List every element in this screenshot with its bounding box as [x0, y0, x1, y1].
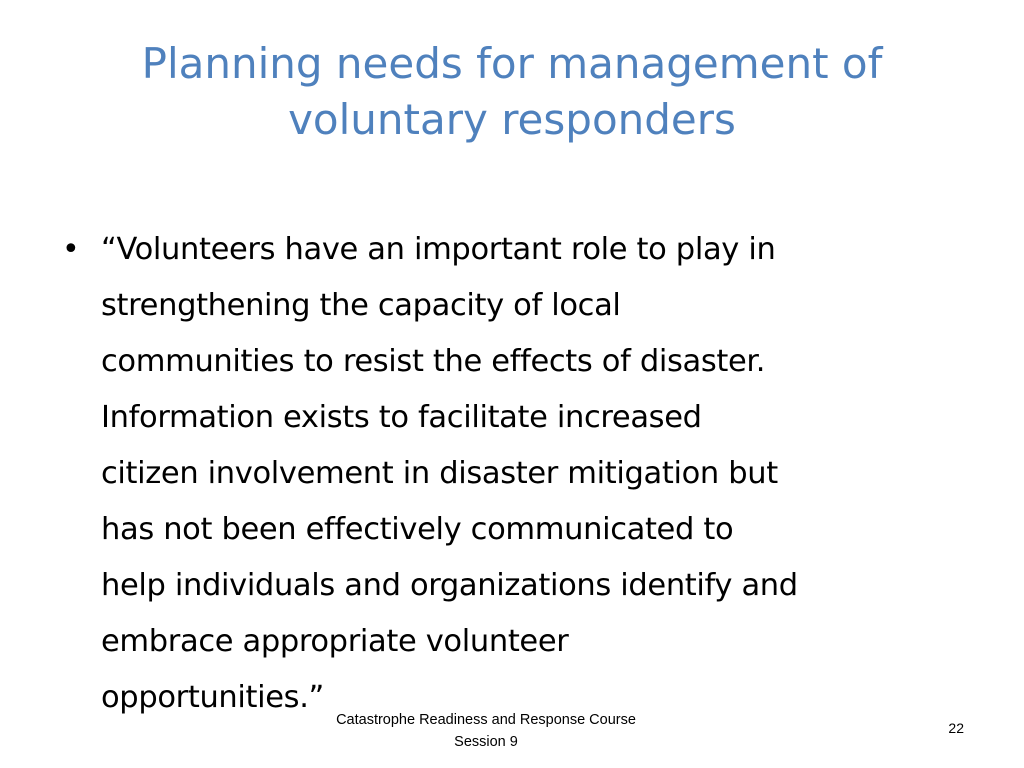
- quote-line: Information exists to facilitate increased: [101, 400, 702, 435]
- slide-body: [62, 222, 972, 726]
- quote-line: opportunities.”: [101, 680, 325, 715]
- slide-title: [60, 36, 964, 148]
- quote-line: embrace appropriate volunteer: [101, 624, 569, 659]
- slide-title-line: voluntary responders: [288, 95, 736, 144]
- quote-line: citizen involvement in disaster mitigation but: [101, 456, 778, 491]
- quote-line: help individuals and organizations identify and: [101, 568, 798, 603]
- quote-text: [101, 222, 971, 726]
- slide-footer: [280, 709, 692, 753]
- slide-title-line: Planning needs for management of: [141, 39, 883, 88]
- bullet-point-icon: •: [62, 232, 80, 267]
- quote-line: “Volunteers have an important role to play in: [101, 232, 776, 267]
- quote-line: strengthening the capacity of local: [101, 288, 621, 323]
- quote-line: has not been effectively communicated to: [101, 512, 734, 547]
- footer-course-name: Catastrophe Readiness and Response Course: [336, 712, 636, 728]
- footer-session: Session 9: [454, 734, 518, 750]
- slide-page-number: 22: [948, 720, 964, 736]
- quote-line: communities to resist the effects of disaster.: [101, 344, 766, 379]
